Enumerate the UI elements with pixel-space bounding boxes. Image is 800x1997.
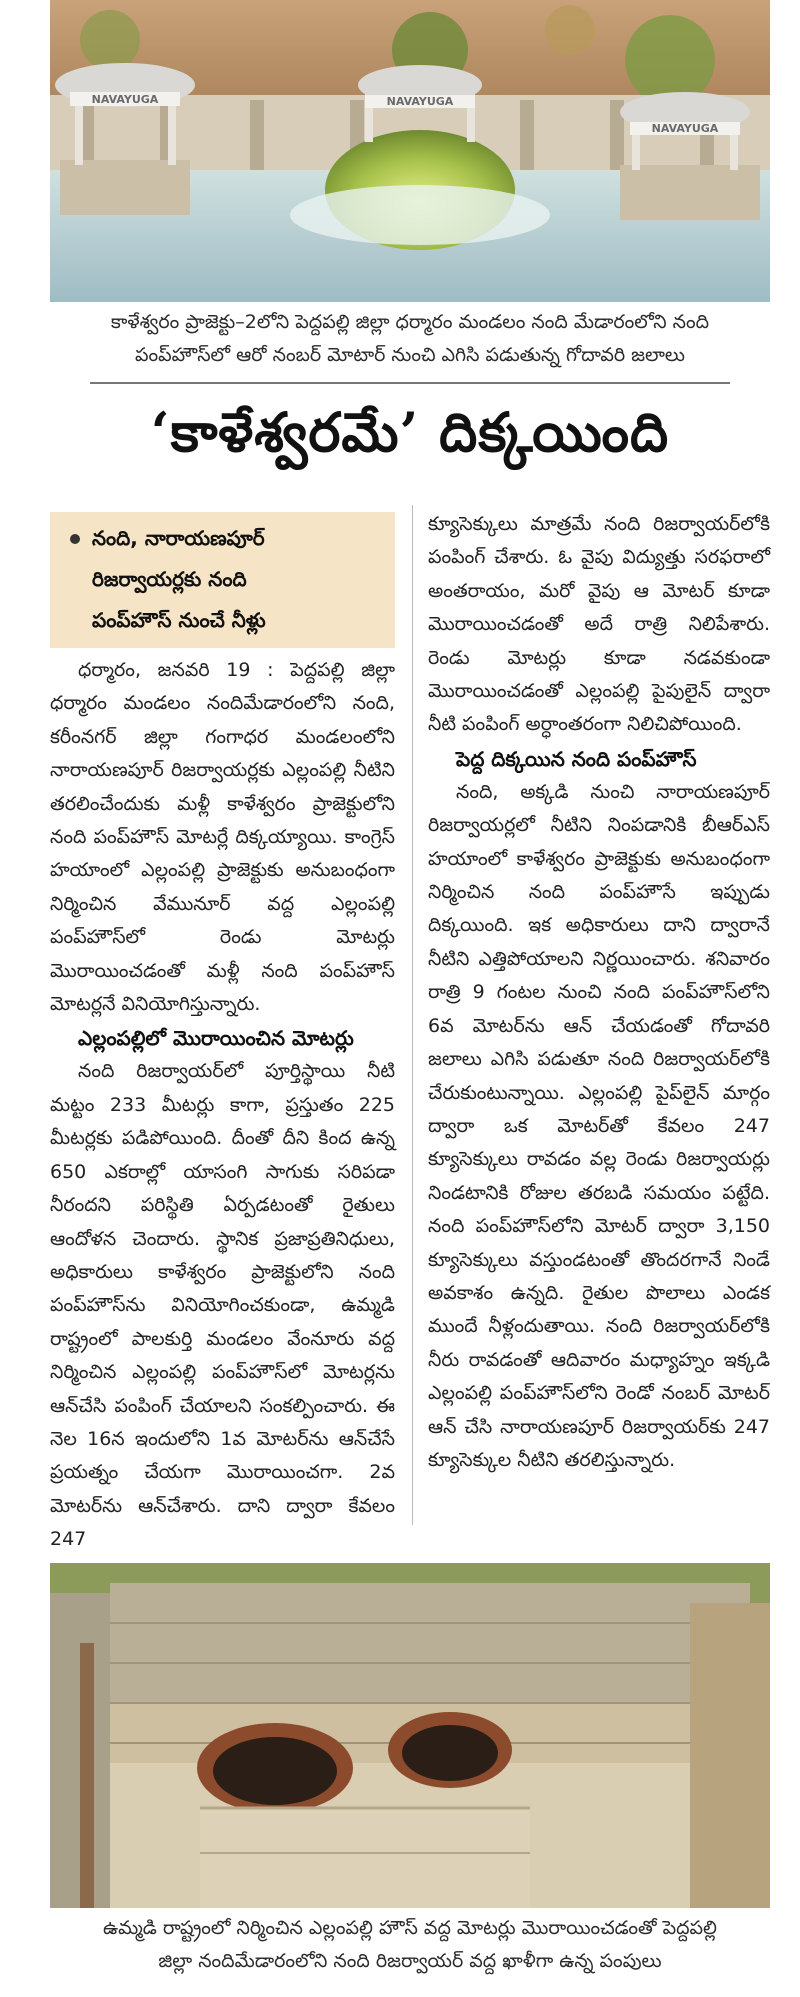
- headline: ‘కాళేశ్వరమే’ దిక్కయింది: [150, 400, 670, 464]
- bottom-photo-caption: [50, 1912, 770, 1978]
- top-photo-pumphouse: [50, 0, 770, 302]
- top-caption-line-2: పంప్‌హౌస్‌లో ఆరో నంబర్ మోటార్ నుంచి ఎగిసి పడుతున్న గోదావరి జలాలు: [135, 344, 685, 366]
- bottom-caption-line-1: ఉమ్మడి రాష్ట్రంలో నిర్మించిన ఎల్లంపల్లి హౌస్ వద్ద మోటర్లు మొరాయించడంతో పెద్దపల్లి: [103, 1917, 717, 1939]
- highlight-line-3: పంప్‌హౌస్ నుంచే నీళ్లు: [92, 608, 266, 632]
- right-paragraph-2: నంది, అక్కడి నుంచి నారాయణపూర్ రిజర్వాయర్లలో నీటిని నింపడానికి బీఆర్‌ఎస్ హయాంలో కాళేశ్వరం ప్రాజెక్టుకు అనుబంధంగా నిర్మించిన నంది పంప్‌హౌసే ఇప్పుడు దిక్కయింది. ఇక అధికారులు దాని ద్వారానే నీటిని ఎత్తిపోయాలని నిర్ణయించారు. శనివారం రాత్రి 9 గంటల నుంచి నంది పంప్‌హౌస్‌లోని 6వ మోటర్‌ను ఆన్ చేయడంతో గోదావరి జలాలు ఎగిసి పడుతూ నంది రిజర్వాయర్‌లోకి చేరుకుంటున్నాయి. ఎల్లంపల్లి పైప్‌లైన్ మార్గం ద్వారా ఒక మోటర్‌తో కేవలం 247 క్యూసెక్కులు రావడం వల్ల రెండు రిజర్వాయర్లు నిండటానికి రోజుల తరబడి సమయం పట్టేది. నంది పంప్‌హౌస్‌లోని మోటర్ ద్వారా 3,150 క్యూసెక్కులు వస్తుండటంతో తొందరగానే నిండే అవకాశం ఉన్నది. రైతుల పొలాలు ఎండక ముందే నీళ్లందుతాయి. నంది రిజర్వాయర్‌లోకి నీరు రావడంతో ఆదివారం మధ్యాహ్నం ఇక్కడి ఎల్లంపల్లి పంప్‌హౌస్‌లోని రెండో నంబర్ మోటర్ ఆన్ చేసి నారాయణపూర్ రిజర్వాయర్‌కు 247 క్యూసెక్కుల నీటిని తరలిస్తున్నారు.: [428, 780, 770, 1471]
- bottom-caption-line-2: జిల్లా నందిమేడారంలోని నంది రిజర్వాయర్ వద్ద ఖాళీగా ఉన్న పంపులు: [158, 1950, 662, 1972]
- column-divider: [412, 505, 413, 1525]
- highlight-line-1: నంది, నారాయణపూర్: [92, 526, 265, 550]
- right-paragraph-1: క్యూసెక్కులు మాత్రమే నంది రిజర్వాయర్‌లోకి పంపింగ్ చేశారు. ఓ వైపు విద్యుత్తు సరఫరాలో అంతరాయం, మరో వైపు ఆ మోటర్ కూడా మొరాయించడంతో అదే రాత్రి నిలిపేశారు. రెండు మోటర్లు కూడా నడవకుండా మొరాయించడంతో ఎల్లంపల్లి పైపులైన్ ద్వారా నీటి పంపింగ్ అర్ధాంతరంగా నిలిచిపోయింది.: [428, 513, 770, 736]
- sign-center: NAVAYUGA: [386, 95, 454, 108]
- caption-divider: [90, 382, 730, 384]
- highlight-box: [50, 512, 395, 648]
- left-paragraph-1: ధర్మారం, జనవరి 19 : పెద్దపల్లి జిల్లా ధర్మారం మండలం నందిమేడారంలోని నంది, కరీంనగర్ జిల్లా గంగాధర మండలంలోని నారాయణపూర్ రిజర్వాయర్లకు ఎల్లంపల్లి నీటిని తరలించేందుకు మళ్లీ కాళేశ్వరం ప్రాజెక్టులోని నంది పంప్‌హౌస్ మోటర్లే దిక్కయ్యాయి. కాంగ్రెస్ హయాంలో ఎల్లంపల్లి ప్రాజెక్టుకు అనుబంధంగా నిర్మించిన వేమునూర్ వద్ద ఎల్లంపల్లి పంప్‌హౌస్‌లో రెండు మోటర్లు మొరాయించడంతో మళ్లీ నంది పంప్‌హౌస్ మోటర్లనే వినియోగిస్తున్నారు.: [50, 659, 395, 1016]
- sign-left: NAVAYUGA: [91, 93, 159, 106]
- top-photo-caption: [50, 306, 770, 372]
- left-paragraph-2: నంది రిజర్వాయర్‌లో పూర్తిస్థాయి నీటి మట్టం 233 మీటర్లు కాగా, ప్రస్తుతం 225 మీటర్లకు పడిపోయింది. దీంతో దీని కింద ఉన్న 650 ఎకరాల్లో యాసంగి సాగుకు సరిపడా నీరందని పరిస్థితి ఏర్పడటంతో రైతులు ఆందోళన చెందారు. స్థానిక ప్రజాప్రతినిధులు, అధికారులు కాళేశ్వరం ప్రాజెక్టులోని నంది పంప్‌హౌస్‌ను వినియోగించకుండా, ఉమ్మడి రాష్ట్రంలో పాలకుర్తి మండలం వేంనూరు వద్ద నిర్మించిన ఎల్లంపల్లి పంప్‌హౌస్‌లో మోటర్లను ఆన్‌చేసి పంపింగ్ చేయాలని సంకల్పించారు. ఈ నెల 16న ఇందులోని 1వ మోటర్‌ను ఆన్‌చేసే ప్రయత్నం చేయగా మొరాయించగా. 2వ మోటర్‌ను ఆన్‌చేశారు. దాని ద్వారా కేవలం 247: [50, 1060, 395, 1551]
- right-column: [428, 508, 770, 1528]
- highlight-line-2: రిజర్వాయర్లకు నంది: [92, 567, 247, 591]
- bottom-photo-pumps: [50, 1563, 770, 1908]
- bullet-dot-icon: [70, 534, 80, 544]
- right-subhead: పెద్ద దిక్కయిన నంది పంప్‌హౌస్: [456, 746, 697, 771]
- sign-right: NAVAYUGA: [651, 122, 719, 135]
- left-column: [50, 654, 395, 1551]
- top-caption-line-1: కాళేశ్వరం ప్రాజెక్టు–2లోని పెద్దపల్లి జిల్లా ధర్మారం మండలం నంది మేడారంలోని నంది: [110, 311, 710, 333]
- highlight-text: [92, 518, 387, 641]
- left-subhead: ఎల్లంపల్లిలో మొరాయించిన మోటర్లు: [78, 1026, 354, 1051]
